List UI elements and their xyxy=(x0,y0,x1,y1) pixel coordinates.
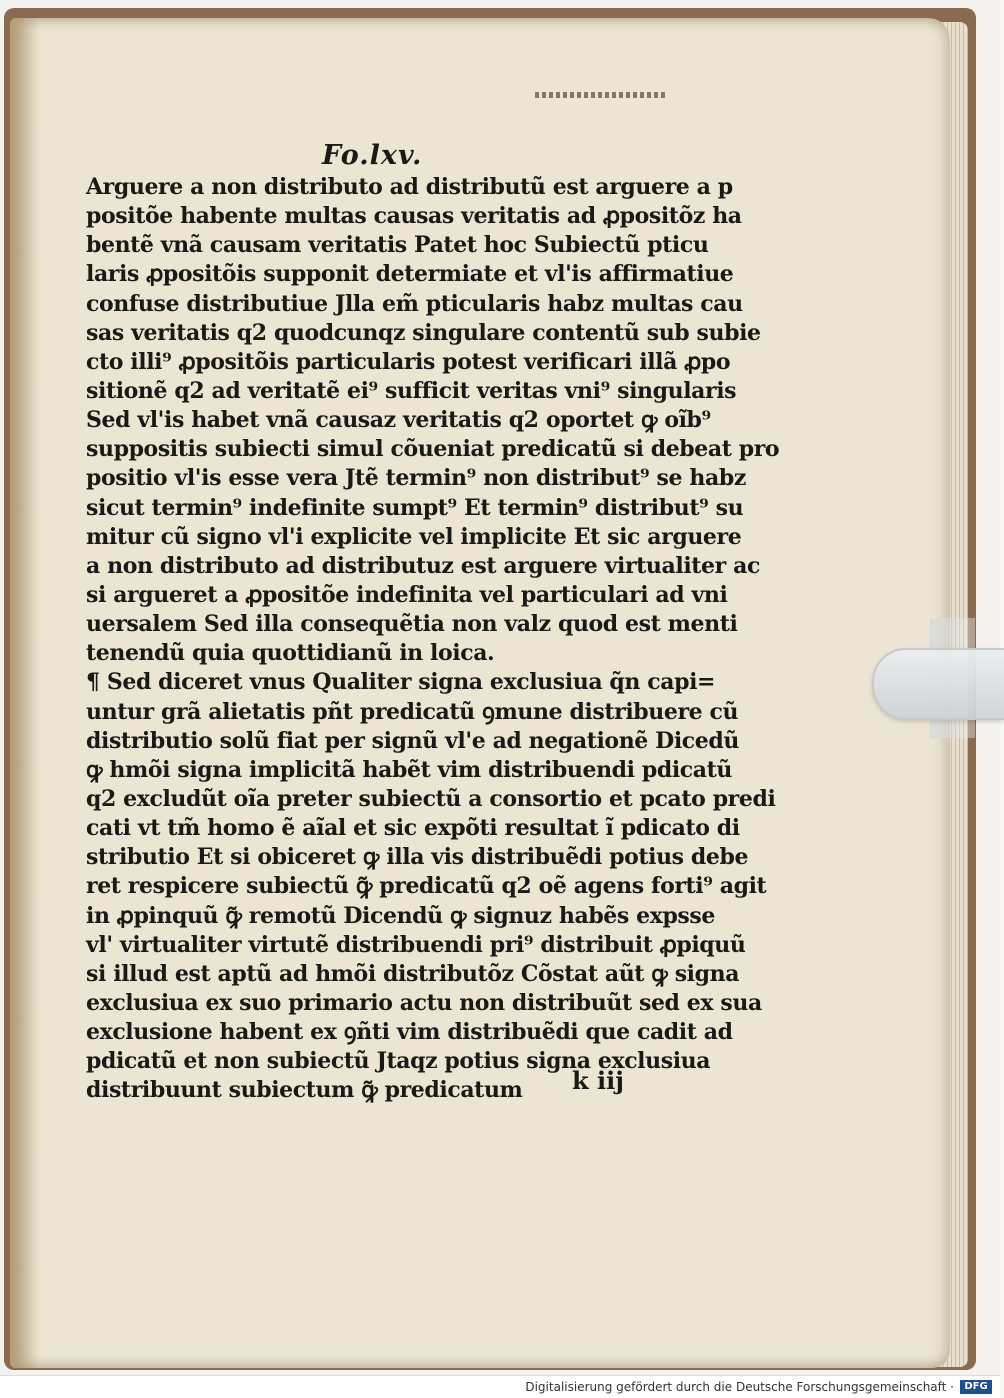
text-line: distribuunt subiectum ꝙ̃ predicatum xyxy=(86,1077,523,1104)
dfg-logo: DFG xyxy=(960,1380,992,1394)
text-line: a non distributo ad distributuz est arguere virtualiter ac xyxy=(86,552,760,579)
text-line: exclusione habent ex ꝯñti vim distribuẽdi que cadit ad xyxy=(86,1019,733,1046)
text-line: cati vt tm̃ homo ẽ aĩal et sic expõti resultat ĩ pdicato di xyxy=(86,815,740,842)
text-line: si argueret a ꝓpositõe indefinita vel particulari ad vni xyxy=(86,581,728,608)
text-line: q2 excludũt oĩa preter subiectũ a consortio et pcato predi xyxy=(86,785,776,812)
text-line: tenendũ quia quottidianũ in loica. xyxy=(86,640,495,667)
text-line: Arguere a non distributo ad distributũ est arguere a p xyxy=(86,174,733,200)
text-line: ¶ Sed diceret vnus Qualiter signa exclusiua q̃n capi= xyxy=(86,669,716,696)
signature-mark: k iij xyxy=(572,1066,624,1095)
text-line: sas veritatis q2 quodcunqz singulare contentũ sub subie xyxy=(86,319,761,346)
text-line: untur grã alietatis pñt predicatũ ꝯmune distribuere cũ xyxy=(86,698,739,725)
page-clip xyxy=(872,648,1004,720)
text-line: suppositis subiecti simul cõueniat predicatũ si debeat pro xyxy=(86,436,780,463)
text-line: vl' virtualiter virtutẽ distribuendi pri⁹ distribuit ꝓpiquũ xyxy=(86,931,746,958)
text-line: exclusiua ex suo primario actu non distribuũt sed ex sua xyxy=(86,989,762,1016)
text-line: mitur cũ signo vl'i explicite vel implicite Et sic arguere xyxy=(86,523,742,550)
text-line: distributio solũ fiat per signũ vl'e ad negationẽ Dicedũ xyxy=(86,727,739,754)
text-line: ꝙ hmõi signa implicitã habẽt vim distribuendi pdicatũ xyxy=(86,756,733,783)
text-line: sicut termin⁹ indefinite sumpt⁹ Et termin⁹ distribut⁹ su xyxy=(86,494,744,521)
text-line: sitionẽ q2 ad veritatẽ ei⁹ sufficit veritas vni⁹ singularis xyxy=(86,377,737,404)
footer-bar xyxy=(0,1375,1000,1398)
text-line: uersalem Sed illa consequẽtia non valz quod est menti xyxy=(86,611,738,638)
text-line: si illud est aptũ ad hmõi distributõz Cõstat aũt ꝙ signa xyxy=(86,960,740,987)
text-line: in ꝓpinquũ ꝙ̃ remotũ Dicendũ ꝙ signuz habẽs expsse xyxy=(86,902,716,929)
body-text xyxy=(86,173,780,1106)
text-line: positio vl'is esse vera Jtẽ termin⁹ non distribut⁹ se habz xyxy=(86,465,746,492)
folio-number: Fo.lxv. xyxy=(322,140,423,171)
text-line: positõe habente multas causas veritatis ad ꝓpositõz ha xyxy=(86,203,742,230)
text-line: stributio Et si obiceret ꝙ illa vis distribuẽdi potius debe xyxy=(86,844,749,871)
header-bleed-mark xyxy=(535,92,667,98)
text-line: cto illi⁹ ꝓpositõis particularis potest verificari illã ꝓpo xyxy=(86,348,731,375)
text-line: laris ꝓpositõis supponit determiate et vl'is affirmatiue xyxy=(86,261,734,288)
footer-credit: Digitalisierung gefördert durch die Deutsche Forschungsgemeinschaft · xyxy=(525,1380,954,1394)
page-gutter xyxy=(10,18,40,1368)
text-line: Sed vl'is habet vnã causaz veritatis q2 oportet ꝙ oĩb⁹ xyxy=(86,407,711,434)
text-line: confuse distributiue Jlla em̃ pticularis habz multas cau xyxy=(86,290,743,317)
text-line: pdicatũ et non subiectũ Jtaqz potius signa exclusiua xyxy=(86,1048,711,1075)
text-line: bentẽ vnã causam veritatis Patet hoc Subiectũ pticu xyxy=(86,232,709,259)
text-line: ret respicere subiectũ ꝙ̃ predicatũ q2 oẽ agens forti⁹ agit xyxy=(86,873,767,900)
